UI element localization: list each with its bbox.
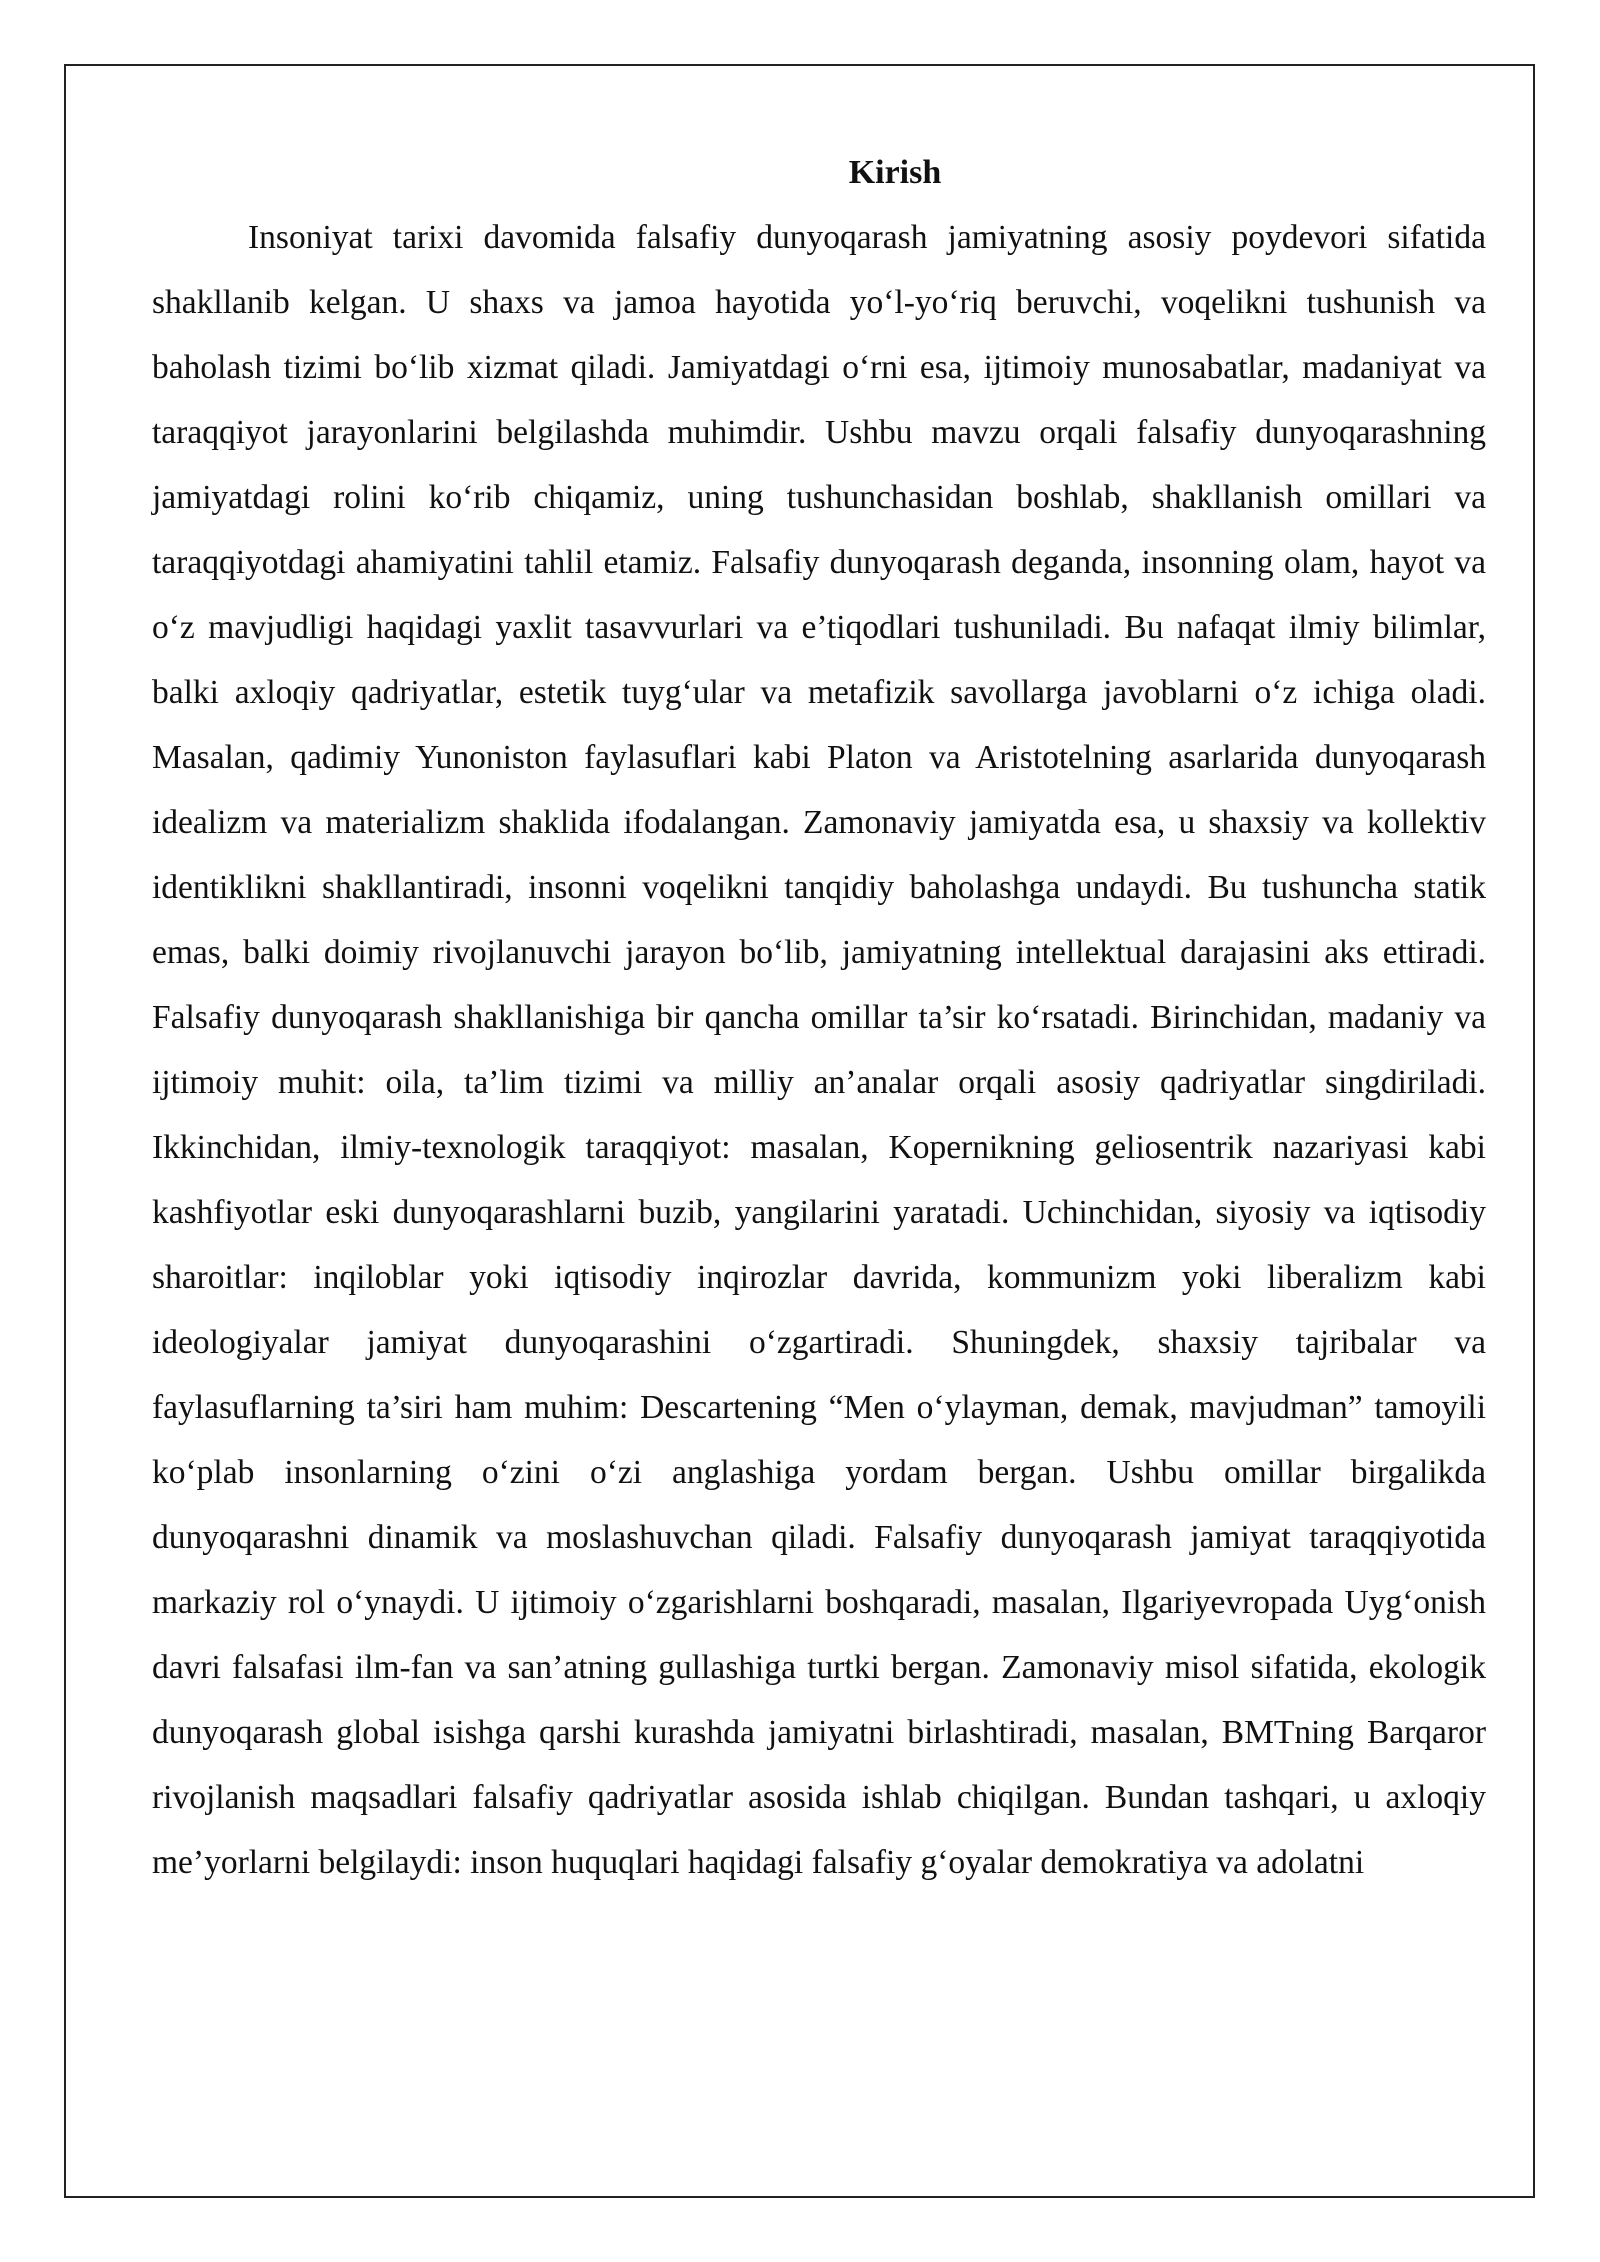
document-body	[152, 140, 1486, 1895]
body-paragraph: Insoniyat tarixi davomida falsafiy dunyoqarash jamiyatning asosiy poydevori sifatida shakllanib kelgan. U shaxs va jamoa hayotida yo‘l-yo‘riq beruvchi, voqelikni tushunish va baholash tizimi bo‘lib xizmat qiladi. Jamiyatdagi o‘rni esa, ijtimoiy munosabatlar, madaniyat va taraqqiyot jarayonlarini belgilashda muhimdir. Ushbu mavzu orqali falsafiy dunyoqarashning jamiyatdagi rolini ko‘rib chiqamiz, uning tushunchasidan boshlab, shakllanish omillari va taraqqiyotdagi ahamiyatini tahlil etamiz. Falsafiy dunyoqarash deganda, insonning olam, hayot va o‘z mavjudligi haqidagi yaxlit tasavvurlari va e’tiqodlari tushuniladi. Bu nafaqat ilmiy bilimlar, balki axloqiy qadriyatlar, estetik tuyg‘ular va metafizik savollarga javoblarni o‘z ichiga oladi. Masalan, qadimiy Yunoniston faylasuflari kabi Platon va Aristotelning asarlarida dunyoqarash idealizm va materializm shaklida ifodalangan. Zamonaviy jamiyatda esa, u shaxsiy va kollektiv identiklikni shakllantiradi, insonni voqelikni tanqidiy baholashga undaydi. Bu tushuncha statik emas, balki doimiy rivojlanuvchi jarayon bo‘lib, jamiyatning intellektual darajasini aks ettiradi. Falsafiy dunyoqarash shakllanishiga bir qancha omillar ta’sir ko‘rsatadi. Birinchidan, madaniy va ijtimoiy muhit: oila, ta’lim tizimi va milliy an’analar orqali asosiy qadriyatlar singdiriladi. Ikkinchidan, ilmiy-texnologik taraqqiyot: masalan, Kopernikning geliosentrik nazariyasi kabi kashfiyotlar eski dunyoqarashlarni buzib, yangilarini yaratadi. Uchinchidan, siyosiy va iqtisodiy sharoitlar: inqiloblar yoki iqtisodiy inqirozlar davrida, kommunizm yoki liberalizm kabi ideologiyalar jamiyat dunyoqarashini o‘zgartiradi. Shuningdek, shaxsiy tajribalar va faylasuflarning ta’siri ham muhim: Descartening “Men o‘ylayman, demak, mavjudman” tamoyili ko‘plab insonlarning o‘zini o‘zi anglashiga yordam bergan. Ushbu omillar birgalikda dunyoqarashni dinamik va moslashuvchan qiladi. Falsafiy dunyoqarash jamiyat taraqqiyotida markaziy rol o‘ynaydi. U ijtimoiy o‘zgarishlarni boshqaradi, masalan, Ilgariyevropada Uyg‘onish davri falsafasi ilm-fan va san’atning gullashiga turtki bergan. Zamonaviy misol sifatida, ekologik dunyoqarash global isishga qarshi kurashda jamiyatni birlashtiradi, masalan, BMTning Barqaror rivojlanish maqsadlari falsafiy qadriyatlar asosida ishlab chiqilgan. Bundan tashqari, u axloqiy me’yorlarni belgilaydi: inson huquqlari haqidagi falsafiy g‘oyalar demokratiya va adolatni	[152, 219, 1486, 1881]
document-title: Kirish	[848, 154, 942, 191]
